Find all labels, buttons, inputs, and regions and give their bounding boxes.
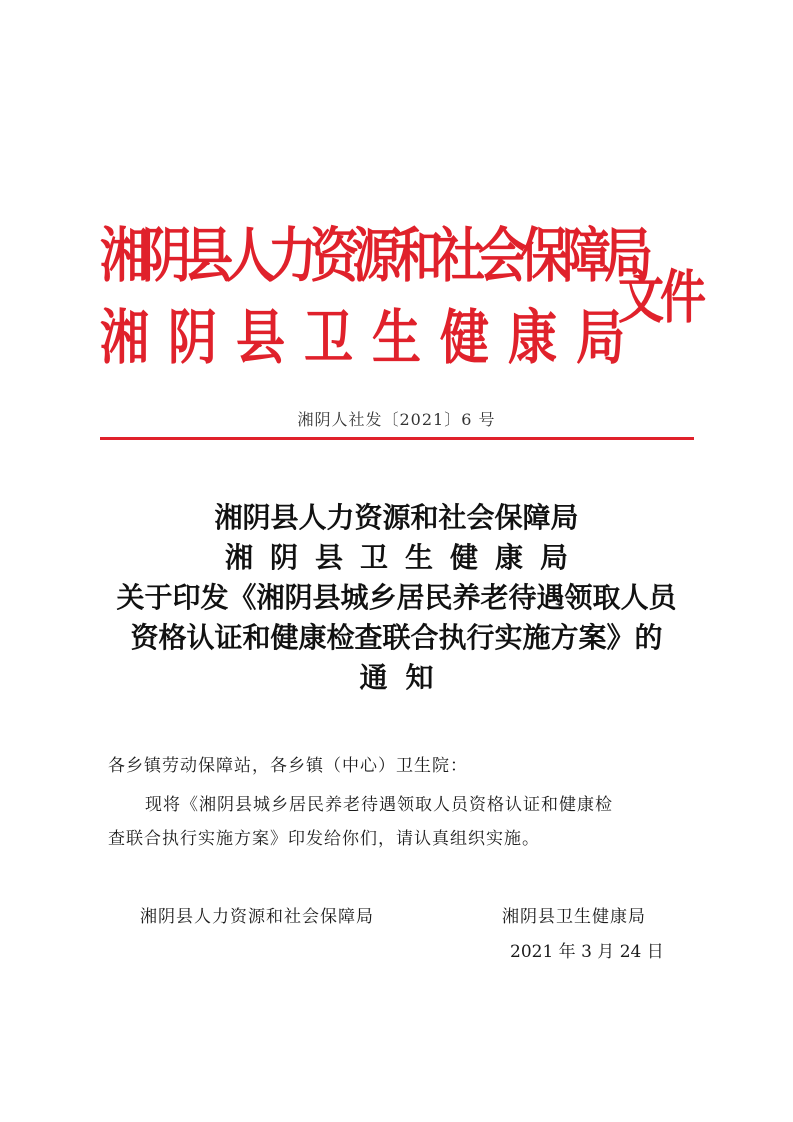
letterhead-issuer-1: 湘阴县人力资源和社会保障局 xyxy=(100,222,647,291)
body-paragraph-line-1: 现将《湘阴县城乡居民养老待遇领取人员资格认证和健康检 xyxy=(145,795,613,815)
document-number: 湘阴人社发〔2021〕6 号 xyxy=(297,410,496,429)
red-divider xyxy=(100,437,694,440)
document-title xyxy=(80,498,713,698)
signature-right: 湘阴县卫生健康局 xyxy=(502,907,646,927)
title-line-2: 湘阴县卫生健康局 xyxy=(224,541,585,574)
letterhead-issuer-2: 湘阴县卫生健康局 xyxy=(100,304,645,373)
signature-date: 2021 年 3 月 24 日 xyxy=(510,942,664,962)
title-line-1: 湘阴县人力资源和社会保障局 xyxy=(214,501,579,534)
title-line-5: 通知 xyxy=(359,661,452,694)
title-line-3: 关于印发《湘阴县城乡居民养老待遇领取人员 xyxy=(116,581,677,614)
salutation: 各乡镇劳动保障站，各乡镇（中心）卫生院： xyxy=(108,756,468,776)
body-paragraph-line-2: 查联合执行实施方案》印发给你们，请认真组织实施。 xyxy=(108,829,540,849)
title-line-4: 资格认证和健康检查联合执行实施方案》的 xyxy=(130,621,663,654)
letterhead-suffix: 文件 xyxy=(618,263,702,331)
signature-left: 湘阴县人力资源和社会保障局 xyxy=(140,907,374,927)
